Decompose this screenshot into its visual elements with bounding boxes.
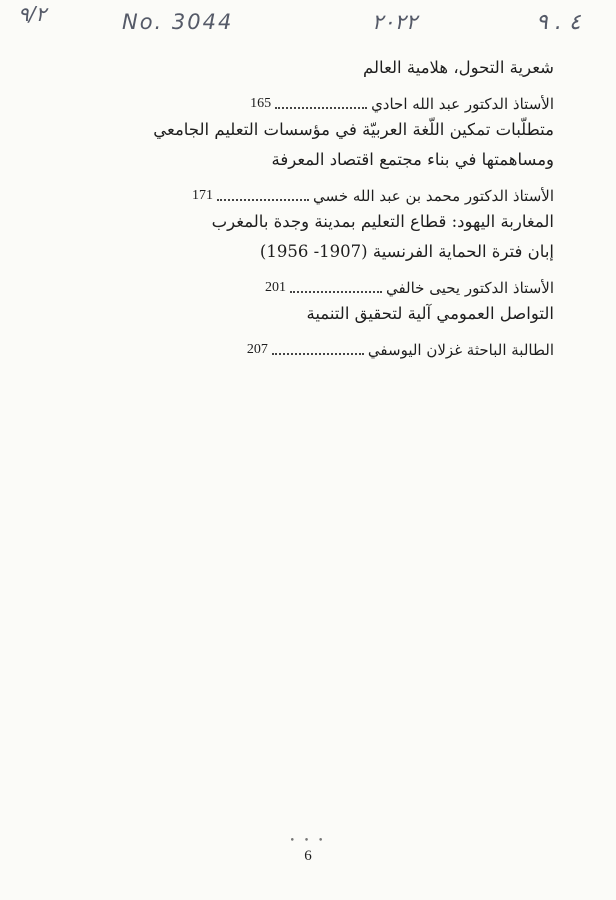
entry-title: التواصل العمومي آلية لتحقيق التنمية bbox=[306, 304, 554, 323]
toc-entry bbox=[54, 56, 554, 114]
toc-entry bbox=[54, 118, 554, 206]
dot-leader bbox=[275, 107, 367, 109]
entry-page-number: 207 bbox=[246, 342, 268, 357]
entry-title-continued: إبان فترة الحماية الفرنسية (1907- 1956) bbox=[259, 242, 554, 261]
entry-author-line bbox=[54, 270, 554, 298]
entry-author: الأستاذ الدكتور محمد بن عبد الله خسي bbox=[312, 187, 554, 205]
toc-entry bbox=[54, 302, 554, 360]
entry-author-line bbox=[54, 332, 554, 360]
entry-author-line bbox=[54, 178, 554, 206]
handwritten-note-left: ٩/٢ bbox=[18, 2, 47, 26]
entry-page-number: 201 bbox=[264, 280, 286, 295]
entry-author: الطالبة الباحثة غزلان اليوسفي bbox=[367, 341, 554, 359]
table-of-contents bbox=[54, 56, 554, 364]
handwritten-accession-number: No. 3044 bbox=[122, 10, 234, 34]
entry-title: متطلّبات تمكين اللّغة العربيّة في مؤسسات التعليم الجامعي bbox=[153, 120, 554, 139]
footer-ornament: • • • bbox=[289, 836, 327, 846]
entry-author-line bbox=[54, 86, 554, 114]
handwritten-reference: ٤ . ٩ bbox=[536, 10, 581, 35]
dot-leader bbox=[217, 199, 309, 201]
entry-title: المغاربة اليهود: قطاع التعليم بمدينة وجدة بالمغرب bbox=[211, 212, 554, 231]
page-number: 6 bbox=[304, 848, 312, 864]
entry-author: الأستاذ الدكتور يحيى خالفي bbox=[385, 279, 554, 297]
entry-title-continued: ومساهمتها في بناء مجتمع اقتصاد المعرفة bbox=[271, 150, 554, 169]
dot-leader bbox=[272, 353, 364, 355]
entry-page-number: 165 bbox=[250, 96, 272, 111]
handwritten-year: ٢٠٢٢ bbox=[372, 10, 418, 34]
entry-page-number: 171 bbox=[191, 188, 213, 203]
entry-title: شعرية التحول، هلامية العالم bbox=[363, 58, 554, 77]
dot-leader bbox=[290, 291, 382, 293]
toc-entry bbox=[54, 210, 554, 298]
entry-author: الأستاذ الدكتور عبد الله احادي bbox=[371, 95, 554, 113]
